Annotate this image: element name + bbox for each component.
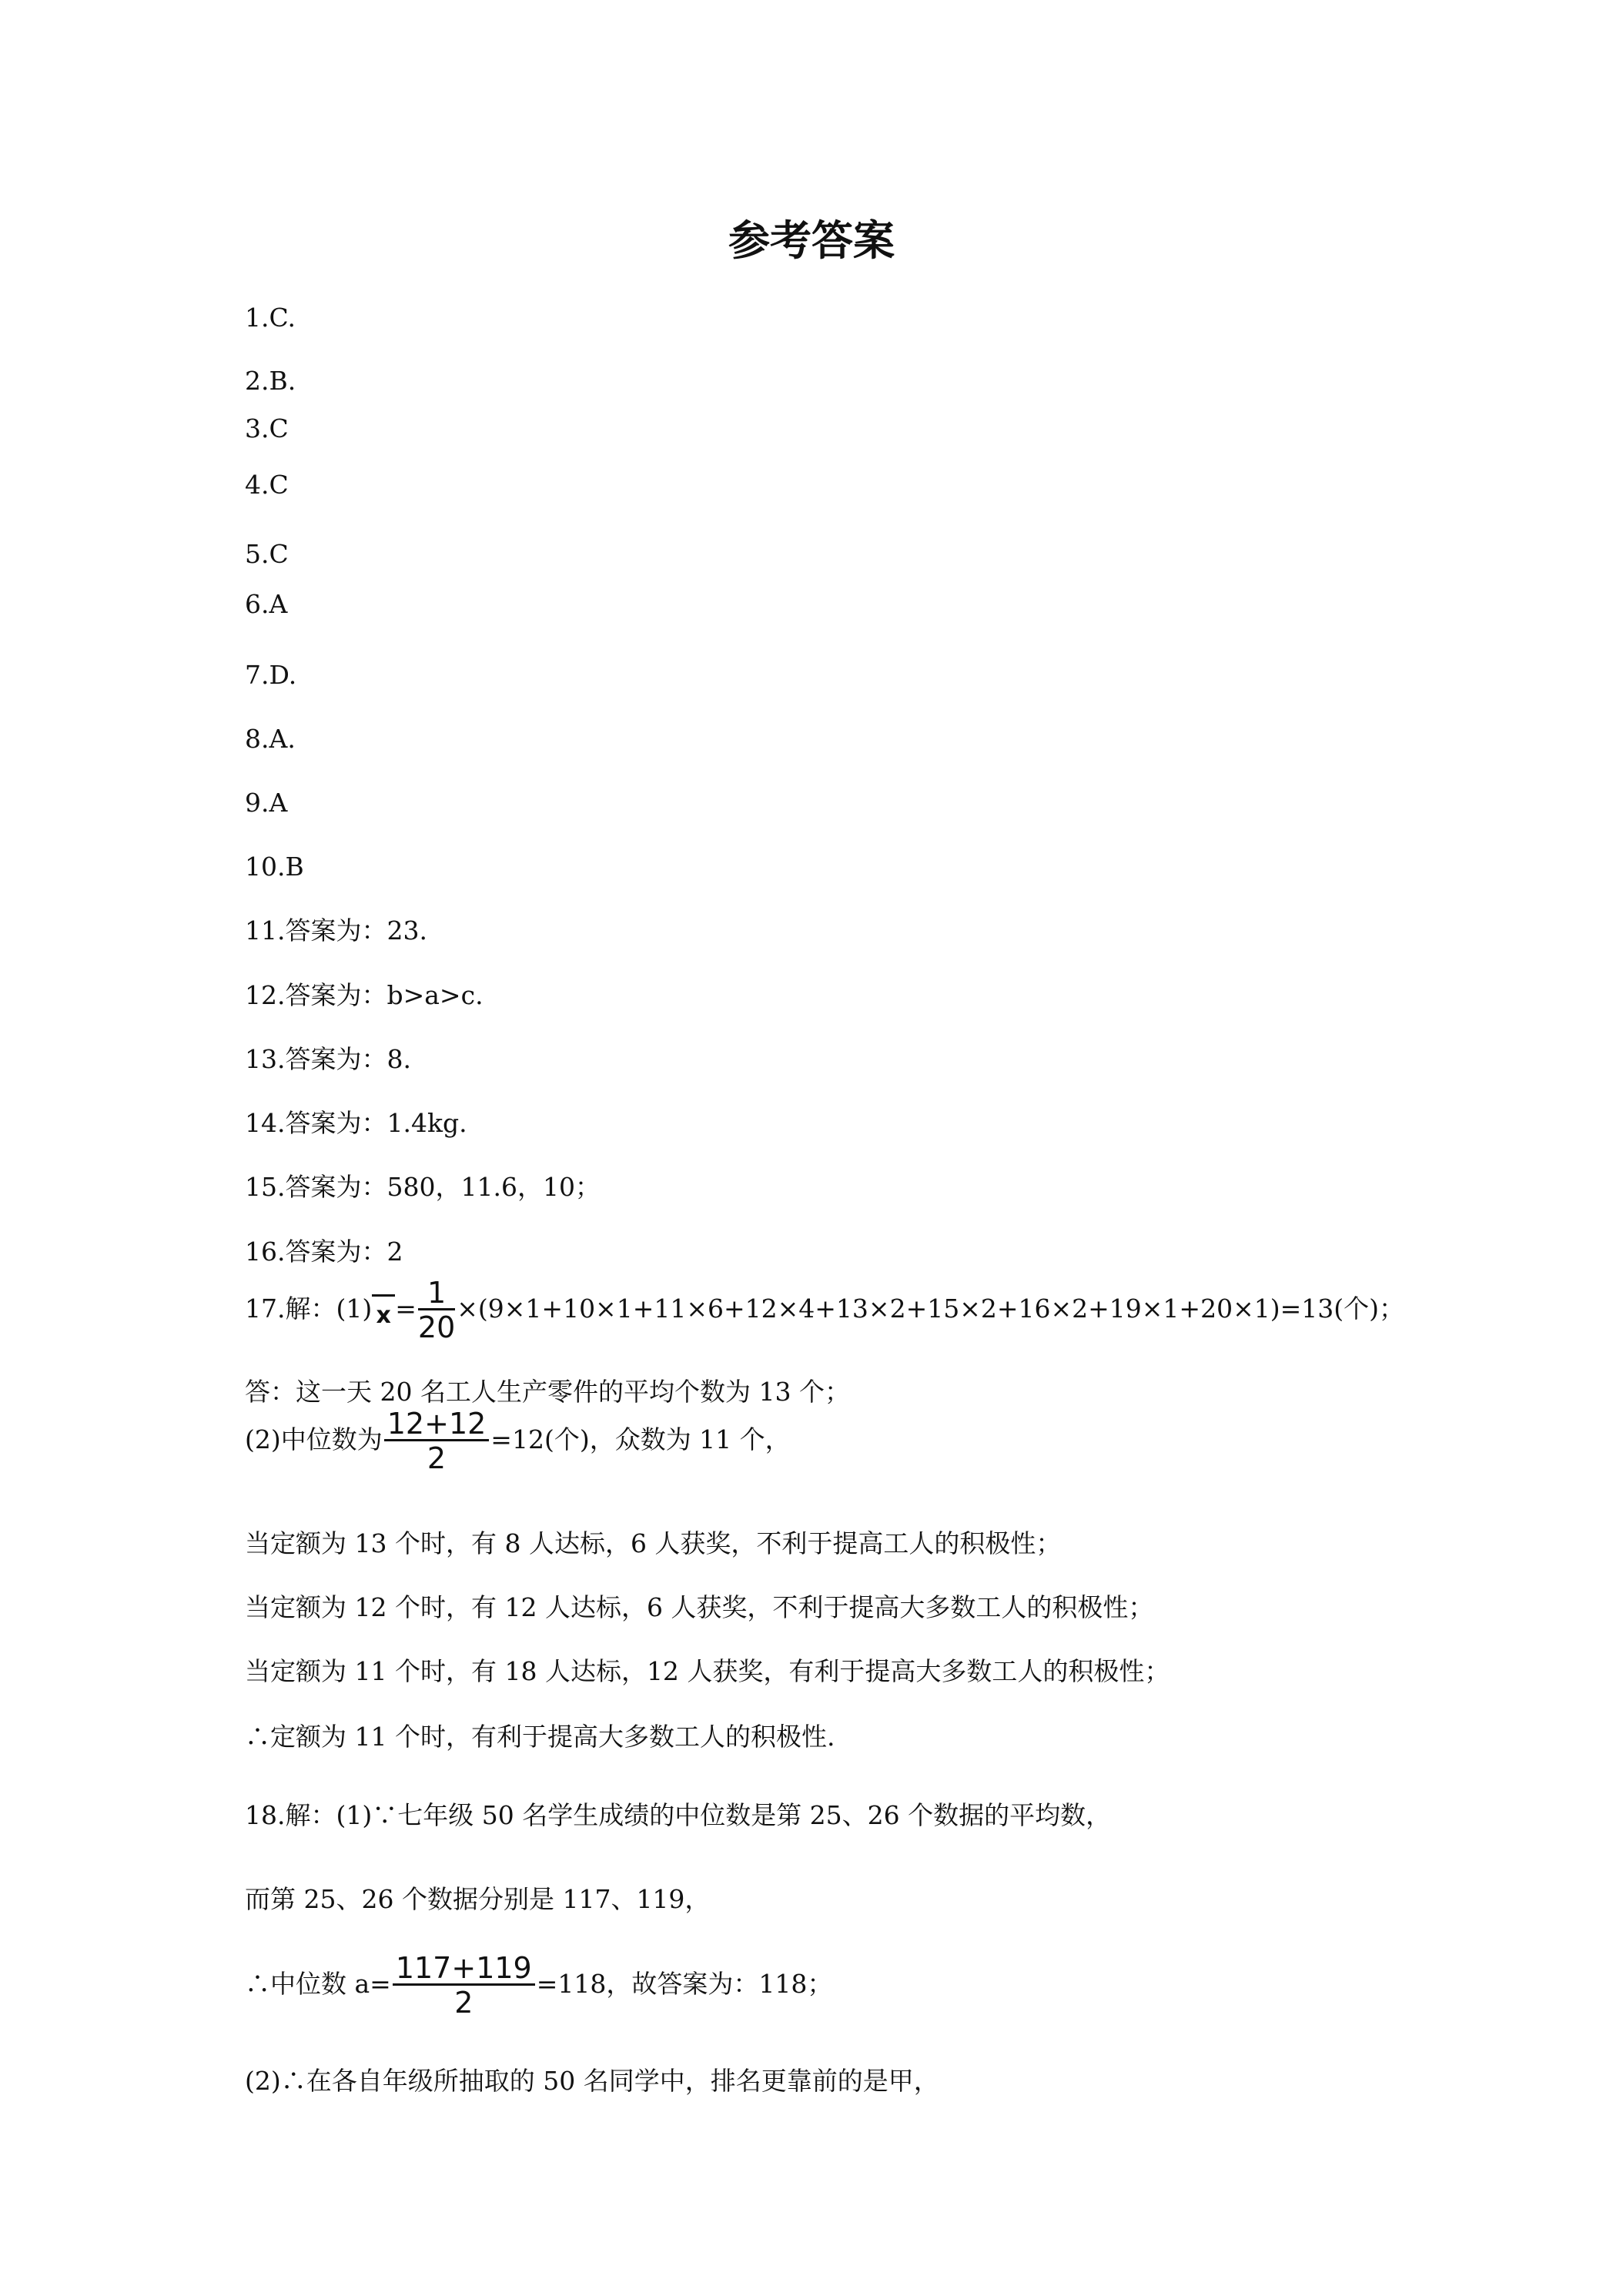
q17-line: 当定额为 11 个时，有 18 人达标，12 人获奖，有利于提高大多数工人的积极性； bbox=[245, 1656, 1170, 1686]
page-title: 参考答案 bbox=[728, 216, 895, 265]
answer-line: 13.答案为：8. bbox=[245, 1044, 411, 1074]
q18-median-line bbox=[245, 1950, 832, 2020]
x-bar-symbol: x bbox=[372, 1294, 395, 1327]
q17-part2-suffix: =12(个)，众数为 11 个， bbox=[490, 1424, 791, 1454]
answer-line: 12.答案为：b>a>c. bbox=[245, 980, 484, 1010]
answer-line: 9.A bbox=[245, 788, 288, 818]
answer-line: 6.A bbox=[245, 589, 288, 619]
q17-prefix: 17.解：(1) bbox=[245, 1294, 373, 1324]
q17-answer: 答：这一天 20 名工人生产零件的平均个数为 13 个； bbox=[245, 1377, 850, 1407]
answer-line: 4.C bbox=[245, 470, 289, 500]
q17-median-line bbox=[245, 1405, 791, 1475]
q17-conclusion: ∴定额为 11 个时，有利于提高大多数工人的积极性. bbox=[245, 1722, 835, 1752]
q17-part2-prefix: (2)中位数为 bbox=[245, 1424, 383, 1454]
answer-line: 8.A. bbox=[245, 724, 296, 754]
answer-line: 16.答案为：2 bbox=[245, 1237, 403, 1267]
q17-mean-line bbox=[245, 1274, 1404, 1344]
answer-line: 1.C. bbox=[245, 303, 296, 333]
q18-line3-suffix: =118，故答案为：118； bbox=[536, 1969, 833, 1999]
answer-line: 7.D. bbox=[245, 660, 297, 690]
answer-line: 14.答案为：1.4kg. bbox=[245, 1108, 467, 1138]
q18-line3-prefix: ∴中位数 a= bbox=[245, 1969, 391, 1999]
answer-line: 10.B bbox=[245, 852, 304, 882]
equals-sign: = bbox=[395, 1294, 417, 1324]
q18-line: 而第 25、26 个数据分别是 117、119， bbox=[245, 1884, 711, 1914]
fraction-median: $\frac{12+12}{2}$ bbox=[384, 1408, 490, 1475]
fraction-one-twentieth: $\frac{1}{20}$ bbox=[417, 1275, 456, 1344]
q18-line: (2)∴在各自年级所抽取的 50 名同学中，排名更靠前的是甲， bbox=[245, 2066, 939, 2096]
q18-line: 18.解：(1)∵七年级 50 名学生成绩的中位数是第 25、26 个数据的平均数， bbox=[245, 1800, 1112, 1830]
answer-line: 15.答案为：580，11.6，10； bbox=[245, 1172, 601, 1202]
answer-line: 3.C bbox=[245, 413, 289, 443]
answer-line: 5.C bbox=[245, 539, 289, 569]
answer-line: 11.答案为：23. bbox=[245, 915, 427, 946]
q17-line: 当定额为 13 个时，有 8 人达标，6 人获奖，不利于提高工人的积极性； bbox=[245, 1528, 1062, 1558]
q17-expression: ×(9×1+10×1+11×6+12×4+13×2+15×2+16×2+19×1+20×1)=13(个)； bbox=[457, 1294, 1404, 1324]
fraction-117-119: $\frac{117+119}{2}$ bbox=[393, 1953, 535, 2020]
answer-line: 2.B. bbox=[245, 366, 296, 396]
q17-line: 当定额为 12 个时，有 12 人达标，6 人获奖，不利于提高大多数工人的积极性； bbox=[245, 1592, 1154, 1622]
